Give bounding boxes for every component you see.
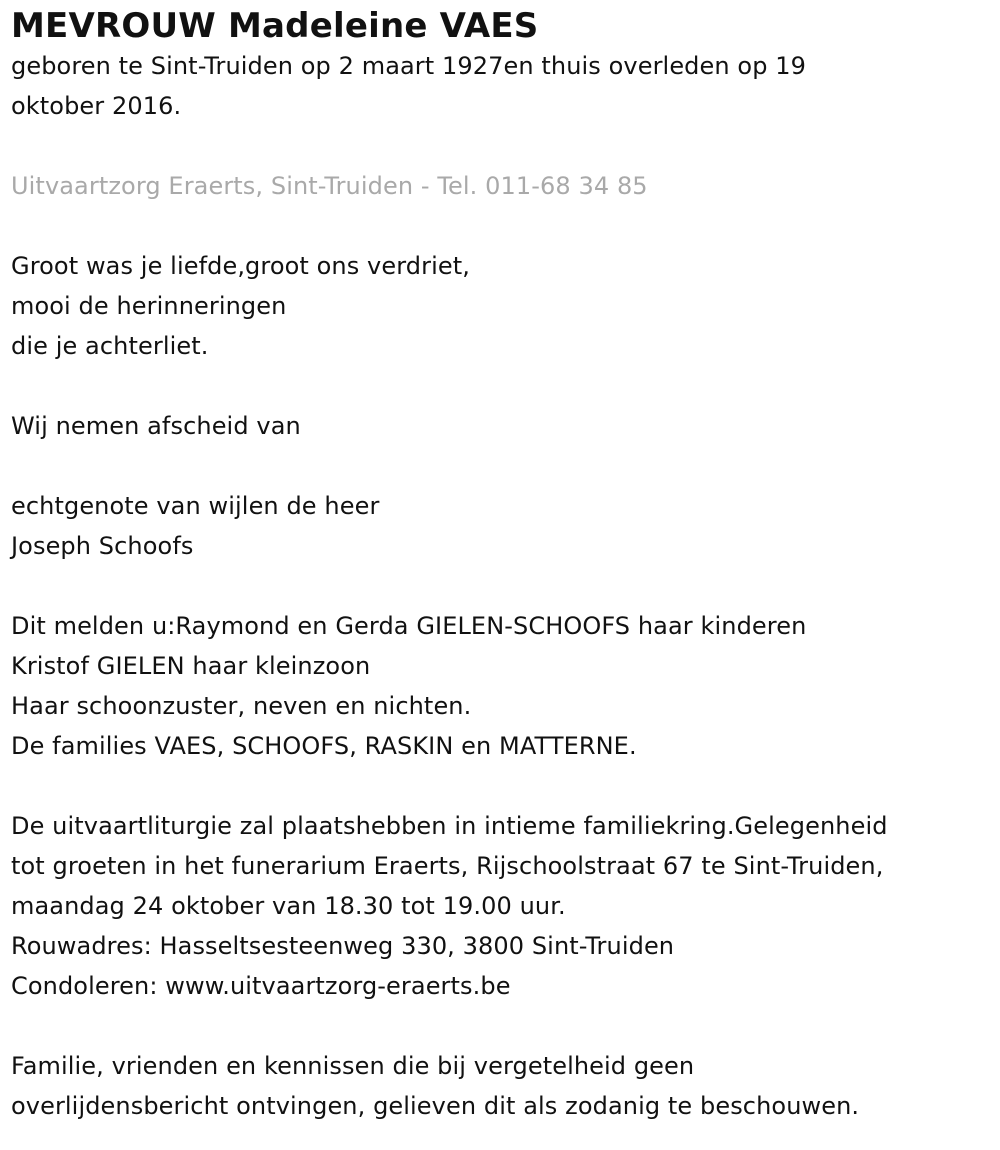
family-section: [11, 606, 996, 766]
family-line: De families VAES, SCHOOFS, RASKIN en MATTERNE.: [11, 732, 637, 760]
closing-section: [11, 1046, 996, 1126]
spouse-section: [11, 486, 996, 566]
closing-line: Familie, vrienden en kennissen die bij vergetelheid geen: [11, 1052, 695, 1080]
spacer: [11, 1006, 996, 1046]
spouse-line: Joseph Schoofs: [11, 532, 194, 560]
obituary-notice: [11, 0, 996, 1126]
obituary-title: MEVROUW Madeleine VAES: [11, 6, 539, 46]
service-line: tot groeten in het funerarium Eraerts, Rijschoolstraat 67 te Sint-Truiden,: [11, 852, 884, 880]
family-line: Kristof GIELEN haar kleinzoon: [11, 652, 371, 680]
spacer: [11, 206, 996, 246]
spacer: [11, 566, 996, 606]
service-line: Condoleren: www.uitvaartzorg-eraerts.be: [11, 972, 511, 1000]
spouse-line: echtgenote van wijlen de heer: [11, 492, 380, 520]
service-line: maandag 24 oktober van 18.30 tot 19.00 uur.: [11, 892, 566, 920]
intro-section: [11, 46, 996, 126]
intro-line: oktober 2016.: [11, 92, 182, 120]
poem-line: die je achterliet.: [11, 332, 209, 360]
spacer: [11, 766, 996, 806]
spacer: [11, 366, 996, 406]
service-line: De uitvaartliturgie zal plaatshebben in intieme familiekring.Gelegenheid: [11, 812, 888, 840]
family-line: Dit melden u:Raymond en Gerda GIELEN-SCHOOFS haar kinderen: [11, 612, 807, 640]
funeral-home-contact: Uitvaartzorg Eraerts, Sint-Truiden - Tel. 011-68 34 85: [11, 172, 648, 200]
service-line: Rouwadres: Hasseltsesteenweg 330, 3800 Sint-Truiden: [11, 932, 675, 960]
service-section: [11, 806, 996, 1006]
family-line: Haar schoonzuster, neven en nichten.: [11, 692, 472, 720]
spacer: [11, 126, 996, 166]
spacer: [11, 446, 996, 486]
closing-line: overlijdensbericht ontvingen, gelieven dit als zodanig te beschouwen.: [11, 1092, 860, 1120]
poem-section: [11, 246, 996, 366]
farewell-line: Wij nemen afscheid van: [11, 412, 301, 440]
poem-line: Groot was je liefde,groot ons verdriet,: [11, 252, 470, 280]
poem-line: mooi de herinneringen: [11, 292, 287, 320]
intro-line: geboren te Sint-Truiden op 2 maart 1927en thuis overleden op 19: [11, 52, 807, 80]
